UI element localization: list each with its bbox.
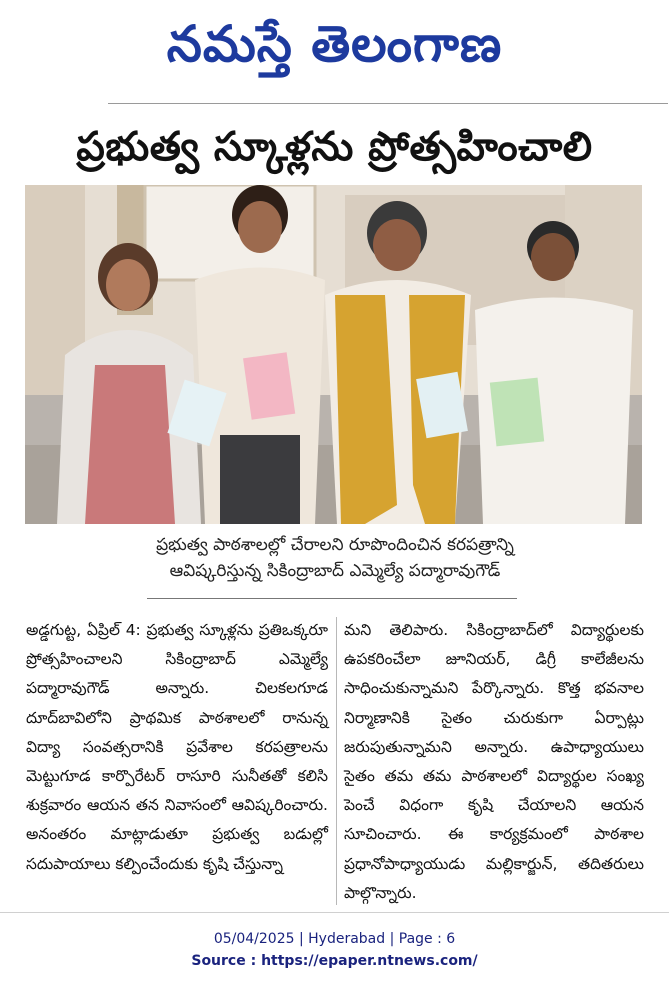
- caption-divider: [147, 598, 517, 599]
- article-body-right-column: మని తెలిపారు. సికింద్రాబాద్‌లో విద్యార్థులకు ఉపకరించేలా జూనియర్, డిగ్రీ కాలేజీలను సాధించుకున్నామని పేర్కొన్నారు. కొత్త భవనాల నిర్మాణానికి సైతం చురుకుగా ఏర్పాట్లు జరుపుతున్నామని అన్నారు. ఉపాధ్యాయులు సైతం తమ తమ పాఠశాలలో విద్యార్థుల సంఖ్య పెంచే విధంగా కృషి చేయాలని ఆయన సూచించారు. ఈ కార్యక్రమంలో పాఠశాల ప్రధానోపాధ్యాయుడు మల్లికార్జున్, తదితరులు పాల్గొన్నారు.: [344, 621, 644, 902]
- column-divider: [336, 617, 337, 905]
- newspaper-logo: నమస్తే తెలంగాణ: [166, 15, 503, 73]
- article-headline: ప్రభుత్వ స్కూళ్లను ప్రోత్సహించాలి: [76, 124, 593, 170]
- masthead: [0, 8, 669, 88]
- article-body-left-column: అడ్డగుట్ట, ఏప్రిల్ 4: ప్రభుత్వ స్కూళ్లను ప్రతిఒక్కరూ ప్రోత్సహించాలని సికింద్రాబాద్ ఎమ్మెల్యే పద్మారావుగౌడ్ అన్నారు. చిలకలగూడ దూద్‌బావిలోని ప్రాథమిక పాఠశాలలో రానున్న విద్యా సంవత్సరానికి ప్రవేశాల కరపత్రాలను మెట్టుగూడ కార్పొరేటర్ రాసూరి సునీతతో కలిసి శుక్రవారం ఆయన తన నివాసంలో ఆవిష్కరించారు. అనంతరం మాట్లాడుతూ ప్రభుత్వ బడుల్లో సదుపాయాలు కల్పించేందుకు కృషి చేస్తున్నా: [26, 621, 328, 873]
- photo-caption: [40, 532, 630, 584]
- source-link[interactable]: Source : https://epaper.ntnews.com/: [191, 953, 478, 969]
- bottom-divider: [0, 912, 669, 913]
- caption-line-1: ప్రభుత్వ పాఠశాలల్లో చేరాలని రూపొందించిన కరపత్రాన్ని: [156, 535, 514, 555]
- article-photo: [25, 185, 642, 524]
- top-divider: [108, 103, 668, 104]
- publication-date-edition: 05/04/2025 | Hyderabad | Page : 6: [213, 931, 456, 947]
- caption-line-2: ఆవిష్కరిస్తున్న సికింద్రాబాద్ ఎమ్మెల్యే పద్మారావుగౌడ్: [169, 561, 501, 581]
- photo-illustration: [25, 185, 642, 524]
